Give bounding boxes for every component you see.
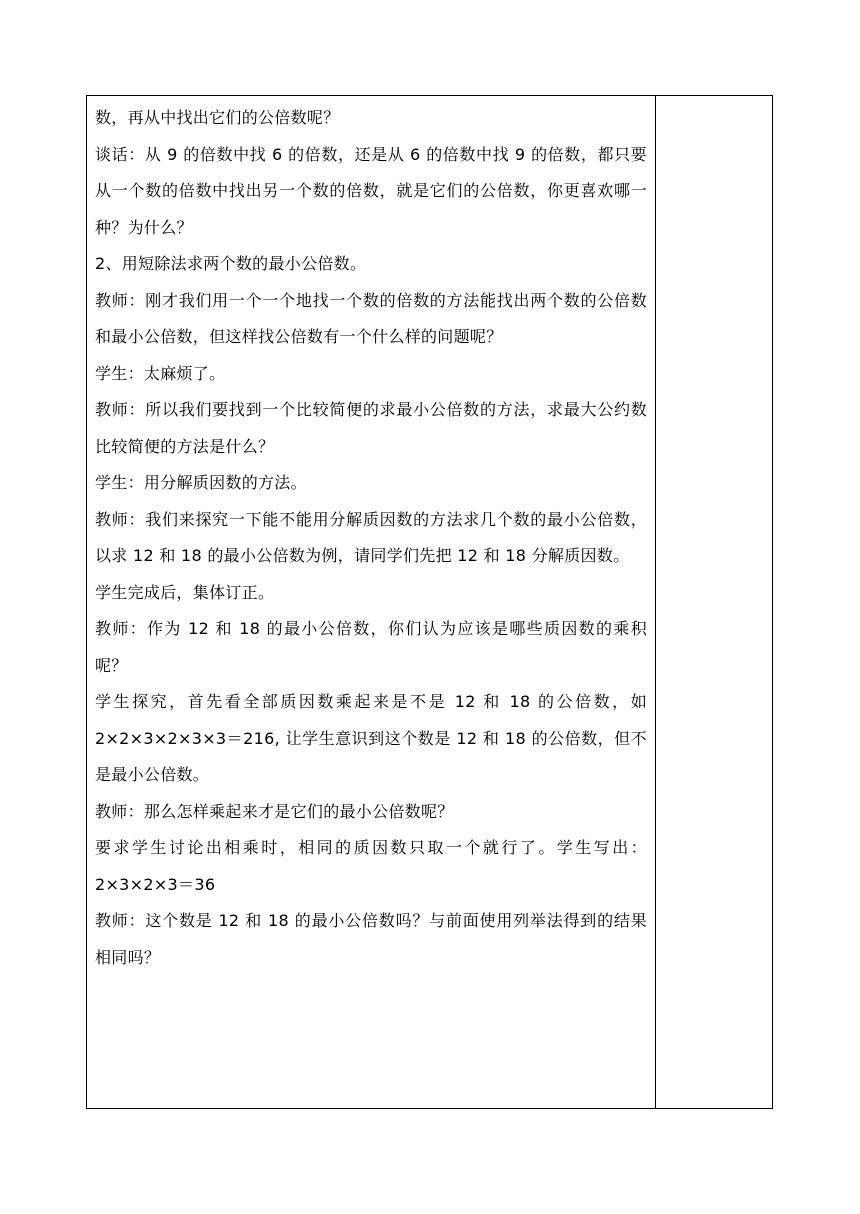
lesson-content-cell <box>87 96 655 1108</box>
paragraph-4: 教师：刚才我们用一个一个地找一个数的倍数的方法能找出两个数的公倍数和最小公倍数，但这样找公倍数有一个什么样的问题呢？ <box>95 290 647 346</box>
paragraph-13: 要求学生讨论出相乘时，相同的质因数只取一个就行了。学生写出：2×3×2×3＝36 <box>95 838 647 894</box>
lesson-table <box>86 95 773 1109</box>
paragraph-14: 教师：这个数是 12 和 18 的最小公倍数吗？与前面使用列举法得到的结果相同吗？ <box>95 911 647 967</box>
paragraph-7: 学生：用分解质因数的方法。 <box>95 473 307 492</box>
paragraph-9: 学生完成后，集体订正。 <box>95 582 275 602</box>
paragraph-8: 教师：我们来探究一下能不能用分解质因数的方法求几个数的最小公倍数，以求 12 和 18 的最小公倍数为例，请同学们先把 12 和 18 分解质因数。 <box>95 509 647 565</box>
paragraph-10: 教师：作为 12 和 18 的最小公倍数，你们认为应该是哪些质因数的乘积呢？ <box>95 619 647 675</box>
paragraph-5: 学生：太麻烦了。 <box>95 363 226 383</box>
notes-cell <box>656 96 773 1108</box>
paragraph-1: 数，再从中找出它们的公倍数呢？ <box>95 108 340 127</box>
paragraph-12: 教师：那么怎样乘起来才是它们的最小公倍数呢？ <box>95 801 454 821</box>
paragraph-6: 教师：所以我们要找到一个比较简便的求最小公倍数的方法，求最大公约数比较简便的方法是什么？ <box>95 400 647 456</box>
paragraph-3: 2、用短除法求两个数的最小公倍数。 <box>95 254 367 273</box>
paragraph-2: 谈话：从 9 的倍数中找 6 的倍数，还是从 6 的倍数中找 9 的倍数，都只要从一个数的倍数中找出另一个数的倍数，就是它们的公倍数，你更喜欢哪一种？为什么？ <box>95 144 647 237</box>
paragraph-11: 学生探究，首先看全部质因数乘起来是不是 12 和 18 的公倍数，如 2×2×3×2×3×3＝216, 让学生意识到这个数是 12 和 18 的公倍数，但不是最小公倍数。 <box>95 692 647 784</box>
